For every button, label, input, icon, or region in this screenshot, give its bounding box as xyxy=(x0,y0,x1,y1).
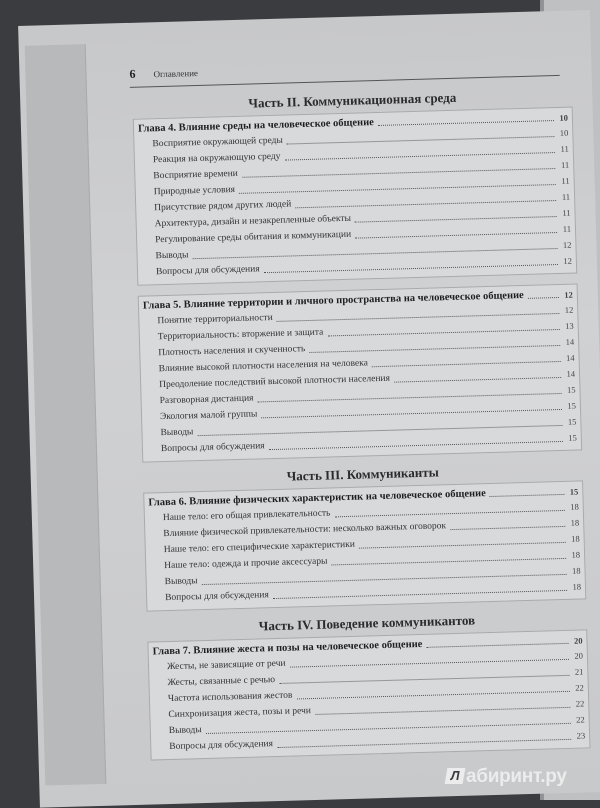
toc-entry-label: Выводы xyxy=(164,576,198,588)
toc-entry-page-number: 12 xyxy=(564,304,574,315)
toc-entry-label: Преодоление последствий высокой плотности населения xyxy=(159,373,391,391)
dot-leader xyxy=(273,589,567,599)
watermark-text: абиринт.ру xyxy=(466,766,567,787)
toc-entry-page-number: 12 xyxy=(563,255,573,266)
dot-leader xyxy=(426,642,568,648)
toc-entry-page-number: 15 xyxy=(568,432,577,443)
book-page xyxy=(18,10,600,808)
toc-entry-label: Синхронизация жеста, позы и речи xyxy=(168,706,312,721)
toc-entry-page-number: 15 xyxy=(566,384,576,395)
header-title: Оглавление xyxy=(153,67,199,80)
toc-entry-label: Понятие территориальности xyxy=(157,312,273,327)
toc-entry-page-number: 11 xyxy=(562,223,572,234)
toc-entry-label: Вопросы для обсуждения xyxy=(160,441,265,455)
chapter-block xyxy=(133,107,577,286)
toc-entry-page-number: 11 xyxy=(561,191,571,202)
toc-entry-label: Архитектура, дизайн и незакрепленные объекты xyxy=(154,213,352,230)
toc-entry-page-number: 22 xyxy=(575,682,584,693)
chapter-block xyxy=(143,480,586,611)
toc-entry-page-number: 14 xyxy=(565,352,575,363)
toc-entry-label: Вопросы для обсуждения xyxy=(169,739,274,753)
toc-entry-label: Разговорная дистанция xyxy=(159,393,254,407)
toc-entry-label: Вопросы для обсуждения xyxy=(155,264,260,278)
toc-entry-label: Наше тело: его общая привлекательность xyxy=(162,508,331,524)
chapter-block xyxy=(147,629,590,760)
toc-entry-label: Влияние высокой плотности населения на человека xyxy=(158,358,368,375)
dot-leader xyxy=(277,738,571,748)
chapter-block xyxy=(138,283,582,462)
toc-entry-page-number: 11 xyxy=(560,159,570,170)
toc-entry-label: Регулирование среды обитания и коммуникации xyxy=(155,229,352,246)
toc-entry-page-number: 12 xyxy=(562,239,572,250)
toc-entry-label: Природные условия xyxy=(153,184,236,198)
toc-entry-page-number: 11 xyxy=(560,143,569,154)
toc-entry-label: Наше тело: одежда и прочие аксессуары xyxy=(164,556,328,572)
dot-leader xyxy=(269,440,563,450)
chapter-title: Глава 6. Влияние физических характеристик на человеческое общение xyxy=(148,488,486,509)
part-title: Часть IV. Поведение коммуникантов xyxy=(258,612,476,634)
toc-entry-page-number: 21 xyxy=(574,666,584,677)
chapter-title: Глава 5. Влияние территории и личного пространства на человеческое общение xyxy=(142,289,524,312)
toc-entry-page-number: 15 xyxy=(567,416,577,427)
toc-entry-label: Выводы xyxy=(155,250,189,262)
toc-entry-label: Восприятие времени xyxy=(153,168,238,182)
toc-entry-label: Выводы xyxy=(160,427,194,439)
toc-entry-page-number: 18 xyxy=(571,549,581,560)
dot-leader xyxy=(490,493,565,497)
toc-entry-label: Реакция на окружающую среду xyxy=(152,151,281,166)
toc-entry-page-number: 14 xyxy=(565,336,575,347)
toc-entry-label: Частота использования жестов xyxy=(167,690,293,705)
toc-entry-page-number: 22 xyxy=(576,714,585,725)
toc-entry-page-number: 22 xyxy=(575,698,585,709)
toc-entry-page-number: 18 xyxy=(571,533,580,544)
toc-entry-label: Вопросы для обсуждения xyxy=(165,590,269,604)
toc-entry-label: Выводы xyxy=(168,725,202,737)
toc-entry-label: Плотность населения и скученность xyxy=(158,344,306,359)
toc-entry-label: Территориальность: вторжение и защита xyxy=(157,327,324,343)
toc-entry-page-number: 15 xyxy=(567,400,577,411)
toc-entry-label: Экология малой группы xyxy=(159,409,258,423)
dot-leader xyxy=(528,296,559,299)
page-margin-band xyxy=(25,44,107,785)
labirint-logo-icon: Л xyxy=(445,768,466,784)
toc-entry-page-number: 11 xyxy=(561,175,570,186)
toc-entry-page-number: 18 xyxy=(572,581,582,592)
chapter-page-number: 10 xyxy=(559,112,569,123)
toc-entry-page-number: 18 xyxy=(570,501,579,512)
dot-leader xyxy=(264,263,558,273)
chapter-title: Глава 7. Влияние жеста и позы на человеческое общение xyxy=(152,638,423,658)
dot-leader xyxy=(450,525,565,530)
toc-entry-page-number: 18 xyxy=(571,565,581,576)
part-title: Часть II. Коммуникационная среда xyxy=(248,89,457,111)
chapter-page-number: 20 xyxy=(573,635,583,646)
toc-entry-label: Влияние физической привлекательности: несколько важных оговорок xyxy=(163,521,447,540)
toc-entry-page-number: 20 xyxy=(574,650,584,661)
toc-entry-page-number: 11 xyxy=(562,207,571,218)
dot-leader xyxy=(394,376,561,383)
toc-entry-page-number: 10 xyxy=(559,127,569,138)
page-number: 6 xyxy=(129,66,136,81)
toc-entry-label: Жесты, связанные с речью xyxy=(167,675,276,689)
watermark xyxy=(446,766,567,788)
table-of-contents xyxy=(132,81,591,771)
toc-entry-label: Жесты, не зависящие от речи xyxy=(166,658,286,673)
chapter-page-number: 15 xyxy=(569,486,579,497)
toc-entry-label: Восприятие окружающей среды xyxy=(152,135,283,150)
toc-entry-page-number: 13 xyxy=(565,320,574,331)
chapter-title: Глава 4. Влияние среды на человеческое общение xyxy=(137,117,375,135)
toc-entry-page-number: 14 xyxy=(566,368,576,379)
toc-entry-page-number: 18 xyxy=(570,517,580,528)
toc-entry-page-number: 23 xyxy=(576,730,586,741)
toc-entry-label: Наше тело: его специфические характеристики xyxy=(163,539,356,556)
chapter-page-number: 12 xyxy=(564,289,573,300)
part-title: Часть III. Коммуниканты xyxy=(286,464,439,484)
toc-entry-label: Присутствие рядом других людей xyxy=(154,199,292,214)
